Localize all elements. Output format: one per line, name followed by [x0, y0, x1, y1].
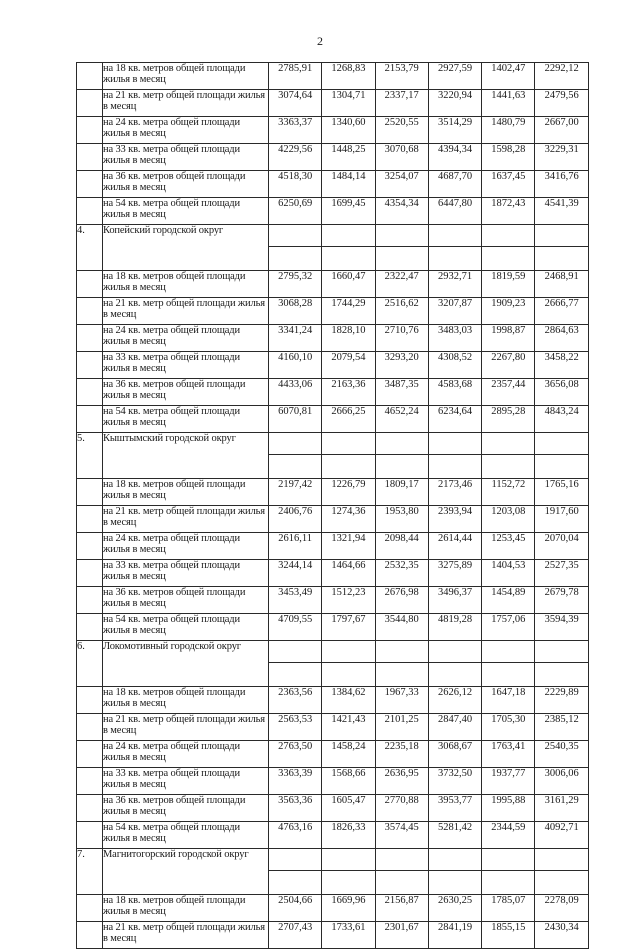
- value-cell: 2357,44: [482, 379, 535, 406]
- value-cell: 2406,76: [269, 506, 322, 533]
- value-cell: 1464,66: [322, 560, 375, 587]
- value-cell: 1402,47: [482, 63, 535, 90]
- value-cell: 1669,96: [322, 895, 375, 922]
- row-number-cell: [77, 687, 103, 714]
- tariff-table-body: [77, 63, 589, 949]
- housing-area-label: на 21 кв. метр общей площади жилья в месяц: [103, 922, 269, 949]
- area-header-row: [77, 849, 589, 871]
- empty-cell: [375, 663, 428, 687]
- value-cell: 3563,36: [269, 795, 322, 822]
- value-cell: 2676,98: [375, 587, 428, 614]
- row-number-cell: [77, 822, 103, 849]
- value-cell: 1203,08: [482, 506, 535, 533]
- table-row: [77, 922, 589, 949]
- value-cell: 1637,45: [482, 171, 535, 198]
- value-cell: 1809,17: [375, 479, 428, 506]
- row-number-cell: [77, 533, 103, 560]
- value-cell: 3161,29: [535, 795, 588, 822]
- value-cell: 3254,07: [375, 171, 428, 198]
- value-cell: 2614,44: [428, 533, 481, 560]
- empty-cell: [428, 641, 481, 663]
- housing-area-label: на 21 кв. метр общей площади жилья в месяц: [103, 298, 269, 325]
- empty-cell: [535, 663, 588, 687]
- housing-area-label: на 21 кв. метр общей площади жилья в месяц: [103, 714, 269, 741]
- value-cell: 3363,37: [269, 117, 322, 144]
- row-number-cell: [77, 714, 103, 741]
- value-cell: 2841,19: [428, 922, 481, 949]
- value-cell: 1995,88: [482, 795, 535, 822]
- housing-area-label: на 33 кв. метра общей площади жилья в месяц: [103, 144, 269, 171]
- empty-cell: [428, 849, 481, 871]
- value-cell: 2235,18: [375, 741, 428, 768]
- housing-area-label: на 33 кв. метра общей площади жилья в месяц: [103, 352, 269, 379]
- row-number-cell: [77, 768, 103, 795]
- housing-area-label: на 36 кв. метров общей площади жилья в месяц: [103, 171, 269, 198]
- table-row: [77, 822, 589, 849]
- table-row: [77, 298, 589, 325]
- value-cell: 6070,81: [269, 406, 322, 433]
- row-number-cell: [77, 479, 103, 506]
- empty-cell: [482, 641, 535, 663]
- value-cell: 1855,15: [482, 922, 535, 949]
- value-cell: 1340,60: [322, 117, 375, 144]
- value-cell: 2626,12: [428, 687, 481, 714]
- area-name: Магнитогорский городской округ: [103, 849, 269, 895]
- area-header-row: [77, 433, 589, 455]
- value-cell: 2895,28: [482, 406, 535, 433]
- value-cell: 3514,29: [428, 117, 481, 144]
- empty-cell: [535, 871, 588, 895]
- value-cell: 1304,71: [322, 90, 375, 117]
- value-cell: 2864,63: [535, 325, 588, 352]
- value-cell: 2516,62: [375, 298, 428, 325]
- housing-area-label: на 18 кв. метров общей площади жилья в месяц: [103, 479, 269, 506]
- value-cell: 3244,14: [269, 560, 322, 587]
- value-cell: 1480,79: [482, 117, 535, 144]
- value-cell: 3070,68: [375, 144, 428, 171]
- housing-area-label: на 21 кв. метр общей площади жилья в месяц: [103, 90, 269, 117]
- value-cell: 3732,50: [428, 768, 481, 795]
- table-row: [77, 587, 589, 614]
- value-cell: 2616,11: [269, 533, 322, 560]
- value-cell: 1819,59: [482, 271, 535, 298]
- value-cell: 1268,83: [322, 63, 375, 90]
- housing-area-label: на 18 кв. метров общей площади жилья в месяц: [103, 63, 269, 90]
- value-cell: 2267,80: [482, 352, 535, 379]
- value-cell: 3275,89: [428, 560, 481, 587]
- value-cell: 1152,72: [482, 479, 535, 506]
- table-row: [77, 117, 589, 144]
- value-cell: 2795,32: [269, 271, 322, 298]
- empty-cell: [482, 433, 535, 455]
- value-cell: 2098,44: [375, 533, 428, 560]
- table-row: [77, 895, 589, 922]
- value-cell: 4583,68: [428, 379, 481, 406]
- table-row: [77, 687, 589, 714]
- area-number: 4.: [77, 225, 103, 271]
- value-cell: 2479,56: [535, 90, 588, 117]
- value-cell: 2393,94: [428, 506, 481, 533]
- table-row: [77, 352, 589, 379]
- value-cell: 6447,80: [428, 198, 481, 225]
- value-cell: 1909,23: [482, 298, 535, 325]
- value-cell: 3363,39: [269, 768, 322, 795]
- area-number: 6.: [77, 641, 103, 687]
- area-name: Кыштымский городской округ: [103, 433, 269, 479]
- table-row: [77, 560, 589, 587]
- empty-cell: [428, 225, 481, 247]
- value-cell: 4394,34: [428, 144, 481, 171]
- value-cell: 4843,24: [535, 406, 588, 433]
- value-cell: 1763,41: [482, 741, 535, 768]
- empty-cell: [535, 641, 588, 663]
- value-cell: 3458,22: [535, 352, 588, 379]
- value-cell: 3656,08: [535, 379, 588, 406]
- value-cell: 4819,28: [428, 614, 481, 641]
- table-row: [77, 479, 589, 506]
- value-cell: 2322,47: [375, 271, 428, 298]
- value-cell: 3416,76: [535, 171, 588, 198]
- value-cell: 3953,77: [428, 795, 481, 822]
- row-number-cell: [77, 922, 103, 949]
- empty-cell: [482, 871, 535, 895]
- empty-cell: [322, 871, 375, 895]
- empty-cell: [375, 225, 428, 247]
- row-number-cell: [77, 352, 103, 379]
- housing-area-label: на 18 кв. метров общей площади жилья в месяц: [103, 271, 269, 298]
- value-cell: 3483,03: [428, 325, 481, 352]
- value-cell: 3207,87: [428, 298, 481, 325]
- value-cell: 4092,71: [535, 822, 588, 849]
- empty-cell: [322, 247, 375, 271]
- empty-cell: [269, 871, 322, 895]
- empty-cell: [322, 455, 375, 479]
- value-cell: 3574,45: [375, 822, 428, 849]
- table-row: [77, 379, 589, 406]
- empty-cell: [535, 455, 588, 479]
- area-name: Локомотивный городской округ: [103, 641, 269, 687]
- empty-cell: [482, 455, 535, 479]
- value-cell: 1448,25: [322, 144, 375, 171]
- value-cell: 2630,25: [428, 895, 481, 922]
- value-cell: 2385,12: [535, 714, 588, 741]
- value-cell: 1765,16: [535, 479, 588, 506]
- value-cell: 1826,33: [322, 822, 375, 849]
- empty-cell: [269, 225, 322, 247]
- value-cell: 4652,24: [375, 406, 428, 433]
- value-cell: 2667,00: [535, 117, 588, 144]
- value-cell: 1568,66: [322, 768, 375, 795]
- value-cell: 6250,69: [269, 198, 322, 225]
- empty-cell: [269, 663, 322, 687]
- housing-area-label: на 24 кв. метра общей площади жилья в месяц: [103, 117, 269, 144]
- row-number-cell: [77, 117, 103, 144]
- row-number-cell: [77, 171, 103, 198]
- row-number-cell: [77, 614, 103, 641]
- value-cell: 4160,10: [269, 352, 322, 379]
- empty-cell: [375, 641, 428, 663]
- value-cell: 3293,20: [375, 352, 428, 379]
- value-cell: 4763,16: [269, 822, 322, 849]
- housing-area-label: на 33 кв. метра общей площади жилья в месяц: [103, 768, 269, 795]
- value-cell: 3068,28: [269, 298, 322, 325]
- value-cell: 2430,34: [535, 922, 588, 949]
- value-cell: 1598,28: [482, 144, 535, 171]
- empty-cell: [535, 247, 588, 271]
- value-cell: 2707,43: [269, 922, 322, 949]
- value-cell: 1484,14: [322, 171, 375, 198]
- value-cell: 2278,09: [535, 895, 588, 922]
- row-number-cell: [77, 198, 103, 225]
- value-cell: 1699,45: [322, 198, 375, 225]
- empty-cell: [269, 433, 322, 455]
- value-cell: 1757,06: [482, 614, 535, 641]
- value-cell: 2504,66: [269, 895, 322, 922]
- housing-area-label: на 36 кв. метров общей площади жилья в месяц: [103, 379, 269, 406]
- row-number-cell: [77, 144, 103, 171]
- value-cell: 2563,53: [269, 714, 322, 741]
- empty-cell: [269, 849, 322, 871]
- value-cell: 3544,80: [375, 614, 428, 641]
- value-cell: 2847,40: [428, 714, 481, 741]
- tariff-table: [76, 62, 589, 949]
- value-cell: 2679,78: [535, 587, 588, 614]
- row-number-cell: [77, 325, 103, 352]
- table-row: [77, 90, 589, 117]
- value-cell: 2197,42: [269, 479, 322, 506]
- value-cell: 3496,37: [428, 587, 481, 614]
- empty-cell: [428, 663, 481, 687]
- table-row: [77, 171, 589, 198]
- housing-area-label: на 21 кв. метр общей площади жилья в месяц: [103, 506, 269, 533]
- area-number: 5.: [77, 433, 103, 479]
- value-cell: 2636,95: [375, 768, 428, 795]
- value-cell: 2710,76: [375, 325, 428, 352]
- value-cell: 3229,31: [535, 144, 588, 171]
- table-row: [77, 271, 589, 298]
- empty-cell: [269, 455, 322, 479]
- row-number-cell: [77, 63, 103, 90]
- empty-cell: [535, 225, 588, 247]
- value-cell: 2153,79: [375, 63, 428, 90]
- value-cell: 2540,35: [535, 741, 588, 768]
- value-cell: 3453,49: [269, 587, 322, 614]
- value-cell: 1660,47: [322, 271, 375, 298]
- empty-cell: [428, 455, 481, 479]
- value-cell: 2292,12: [535, 63, 588, 90]
- value-cell: 2070,04: [535, 533, 588, 560]
- value-cell: 2927,59: [428, 63, 481, 90]
- empty-cell: [535, 433, 588, 455]
- value-cell: 4518,30: [269, 171, 322, 198]
- housing-area-label: на 54 кв. метра общей площади жилья в месяц: [103, 198, 269, 225]
- table-row: [77, 768, 589, 795]
- value-cell: 1454,89: [482, 587, 535, 614]
- value-cell: 2363,56: [269, 687, 322, 714]
- value-cell: 1937,77: [482, 768, 535, 795]
- table-row: [77, 198, 589, 225]
- value-cell: 3594,39: [535, 614, 588, 641]
- value-cell: 5281,42: [428, 822, 481, 849]
- value-cell: 1733,61: [322, 922, 375, 949]
- value-cell: 4354,34: [375, 198, 428, 225]
- value-cell: 2101,25: [375, 714, 428, 741]
- value-cell: 4687,70: [428, 171, 481, 198]
- value-cell: 2163,36: [322, 379, 375, 406]
- value-cell: 4709,55: [269, 614, 322, 641]
- empty-cell: [535, 849, 588, 871]
- housing-area-label: на 24 кв. метра общей площади жилья в месяц: [103, 325, 269, 352]
- value-cell: 6234,64: [428, 406, 481, 433]
- housing-area-label: на 36 кв. метров общей площади жилья в месяц: [103, 795, 269, 822]
- empty-cell: [482, 849, 535, 871]
- row-number-cell: [77, 90, 103, 117]
- table-row: [77, 506, 589, 533]
- area-header-row: [77, 641, 589, 663]
- empty-cell: [269, 247, 322, 271]
- housing-area-label: на 54 кв. метра общей площади жилья в месяц: [103, 406, 269, 433]
- value-cell: 1253,45: [482, 533, 535, 560]
- row-number-cell: [77, 506, 103, 533]
- value-cell: 2173,46: [428, 479, 481, 506]
- value-cell: 4541,39: [535, 198, 588, 225]
- housing-area-label: на 24 кв. метра общей площади жилья в месяц: [103, 741, 269, 768]
- empty-cell: [428, 871, 481, 895]
- value-cell: 1274,36: [322, 506, 375, 533]
- value-cell: 1744,29: [322, 298, 375, 325]
- empty-cell: [375, 849, 428, 871]
- row-number-cell: [77, 895, 103, 922]
- empty-cell: [375, 433, 428, 455]
- value-cell: 2156,87: [375, 895, 428, 922]
- empty-cell: [482, 663, 535, 687]
- value-cell: 2666,77: [535, 298, 588, 325]
- value-cell: 3220,94: [428, 90, 481, 117]
- value-cell: 1458,24: [322, 741, 375, 768]
- table-row: [77, 406, 589, 433]
- value-cell: 2932,71: [428, 271, 481, 298]
- value-cell: 1797,67: [322, 614, 375, 641]
- value-cell: 1967,33: [375, 687, 428, 714]
- empty-cell: [322, 225, 375, 247]
- value-cell: 3068,67: [428, 741, 481, 768]
- value-cell: 2763,50: [269, 741, 322, 768]
- value-cell: 1705,30: [482, 714, 535, 741]
- row-number-cell: [77, 587, 103, 614]
- value-cell: 1872,43: [482, 198, 535, 225]
- row-number-cell: [77, 795, 103, 822]
- value-cell: 2344,59: [482, 822, 535, 849]
- housing-area-label: на 33 кв. метра общей площади жилья в месяц: [103, 560, 269, 587]
- value-cell: 3006,06: [535, 768, 588, 795]
- value-cell: 2229,89: [535, 687, 588, 714]
- empty-cell: [269, 641, 322, 663]
- empty-cell: [322, 663, 375, 687]
- table-row: [77, 795, 589, 822]
- area-name: Копейский городской округ: [103, 225, 269, 271]
- value-cell: 2468,91: [535, 271, 588, 298]
- table-row: [77, 741, 589, 768]
- value-cell: 1917,60: [535, 506, 588, 533]
- value-cell: 4308,52: [428, 352, 481, 379]
- value-cell: 1605,47: [322, 795, 375, 822]
- row-number-cell: [77, 379, 103, 406]
- empty-cell: [322, 641, 375, 663]
- value-cell: 2337,17: [375, 90, 428, 117]
- empty-cell: [428, 433, 481, 455]
- empty-cell: [375, 871, 428, 895]
- area-number: 7.: [77, 849, 103, 895]
- value-cell: 2532,35: [375, 560, 428, 587]
- empty-cell: [375, 455, 428, 479]
- row-number-cell: [77, 298, 103, 325]
- empty-cell: [322, 433, 375, 455]
- empty-cell: [375, 247, 428, 271]
- value-cell: 2301,67: [375, 922, 428, 949]
- value-cell: 1404,53: [482, 560, 535, 587]
- page-number: 2: [317, 34, 323, 48]
- value-cell: 1953,80: [375, 506, 428, 533]
- value-cell: 1384,62: [322, 687, 375, 714]
- value-cell: 1226,79: [322, 479, 375, 506]
- housing-area-label: на 54 кв. метра общей площади жилья в месяц: [103, 614, 269, 641]
- area-header-row: [77, 225, 589, 247]
- value-cell: 1441,63: [482, 90, 535, 117]
- table-row: [77, 325, 589, 352]
- value-cell: 3487,35: [375, 379, 428, 406]
- empty-cell: [322, 849, 375, 871]
- housing-area-label: на 36 кв. метров общей площади жилья в месяц: [103, 587, 269, 614]
- value-cell: 3074,64: [269, 90, 322, 117]
- row-number-cell: [77, 560, 103, 587]
- empty-cell: [482, 247, 535, 271]
- value-cell: 1647,18: [482, 687, 535, 714]
- value-cell: 1512,23: [322, 587, 375, 614]
- value-cell: 1998,87: [482, 325, 535, 352]
- row-number-cell: [77, 741, 103, 768]
- value-cell: 1321,94: [322, 533, 375, 560]
- table-row: [77, 614, 589, 641]
- empty-cell: [482, 225, 535, 247]
- row-number-cell: [77, 406, 103, 433]
- value-cell: 2666,25: [322, 406, 375, 433]
- table-row: [77, 533, 589, 560]
- value-cell: 1421,43: [322, 714, 375, 741]
- value-cell: 1828,10: [322, 325, 375, 352]
- housing-area-label: на 18 кв. метров общей площади жилья в месяц: [103, 895, 269, 922]
- table-row: [77, 144, 589, 171]
- empty-cell: [428, 247, 481, 271]
- value-cell: 2785,91: [269, 63, 322, 90]
- value-cell: 3341,24: [269, 325, 322, 352]
- row-number-cell: [77, 271, 103, 298]
- table-row: [77, 714, 589, 741]
- housing-area-label: на 18 кв. метров общей площади жилья в месяц: [103, 687, 269, 714]
- value-cell: 1785,07: [482, 895, 535, 922]
- value-cell: 2770,88: [375, 795, 428, 822]
- housing-area-label: на 24 кв. метра общей площади жилья в месяц: [103, 533, 269, 560]
- value-cell: 4229,56: [269, 144, 322, 171]
- value-cell: 2079,54: [322, 352, 375, 379]
- value-cell: 4433,06: [269, 379, 322, 406]
- value-cell: 2520,55: [375, 117, 428, 144]
- table-row: [77, 63, 589, 90]
- value-cell: 2527,35: [535, 560, 588, 587]
- housing-area-label: на 54 кв. метра общей площади жилья в месяц: [103, 822, 269, 849]
